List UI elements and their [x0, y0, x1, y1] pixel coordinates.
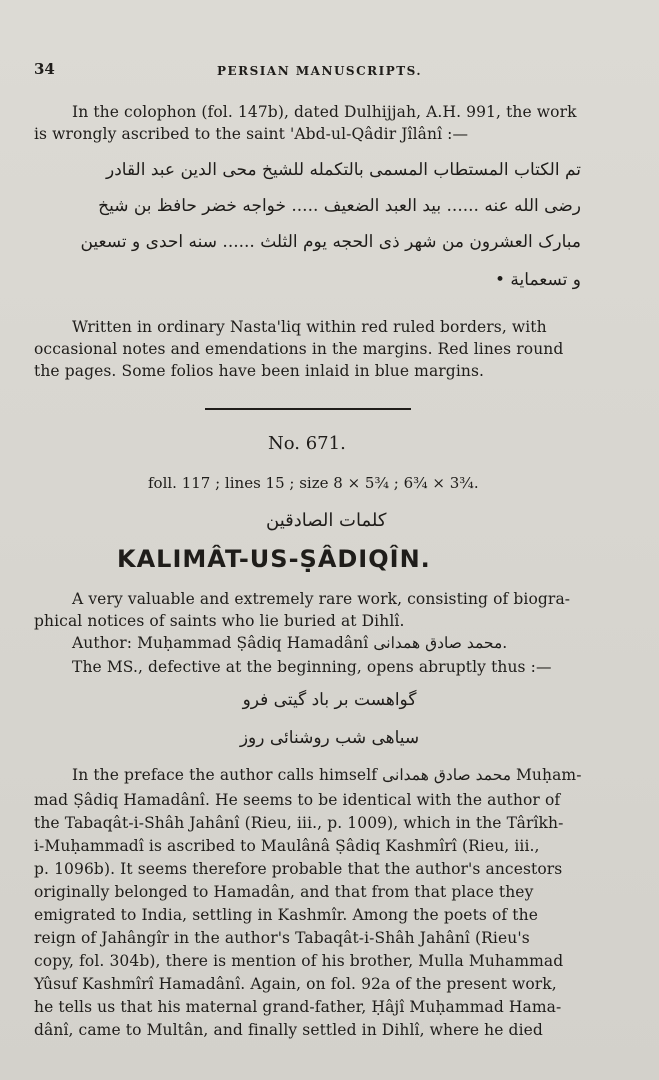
- entry-title: KALIMÂT-US-ṢÂDIQÎN.: [117, 545, 431, 573]
- page-number: 34: [34, 60, 55, 78]
- colophon-line: و تسعمایة •: [495, 270, 581, 290]
- preface-line: reign of Jahângîr in the author's Tabaqât-i-Shâh Jahânî (Rieu's: [34, 929, 530, 947]
- preface-line: Yûsuf Kashmîrî Hamadânî. Again, on fol. 92a of the present work,: [34, 975, 557, 993]
- description-line: occasional notes and emendations in the margins. Red lines round: [34, 340, 564, 358]
- verse-line: گواهست بر باد گیتی فرو: [242, 690, 417, 710]
- body-line: Author: Muḥammad Ṣâdiq Hamadânî محمد صادق همدانی.: [72, 634, 508, 652]
- intro-line: is wrongly ascribed to the saint 'Abd-ul-Qâdir Jîlânî :—: [34, 125, 469, 143]
- body-line: A very valuable and extremely rare work, consisting of biogra-: [72, 590, 571, 608]
- body-line: The MS., defective at the beginning, opens abruptly thus :—: [72, 658, 552, 676]
- description-line: Written in ordinary Nasta'liq within red ruled borders, with: [72, 318, 547, 336]
- intro-line: In the colophon (fol. 147b), dated Dulhijjah, A.H. 991, the work: [72, 103, 577, 121]
- colophon-line: مبارک العشرون من شهر ذی الحجه یوم الثلث ...... سنه احدی و تسعین: [80, 232, 581, 252]
- body-line: phical notices of saints who lie buried at Dihlî.: [34, 612, 405, 630]
- preface-line: emigrated to India, settling in Kashmîr. Among the poets of the: [34, 906, 538, 924]
- preface-line: p. 1096b). It seems therefore probable that the author's ancestors: [34, 860, 563, 878]
- entry-title-persian: کلمات الصادقین: [266, 510, 387, 531]
- verse-line: سیاهی شب روشنائی روز: [239, 728, 420, 748]
- preface-line: he tells us that his maternal grand-father, Ḥâjî Muḥammad Hama-: [34, 998, 562, 1016]
- description-line: the pages. Some folios have been inlaid in blue margins.: [34, 362, 485, 380]
- preface-line: dânî, came to Multân, and finally settled in Dihlî, where he died: [34, 1021, 543, 1039]
- section-divider: [205, 408, 411, 410]
- entry-number: No. 671.: [268, 433, 346, 454]
- preface-line: the Tabaqât-i-Shâh Jahânî (Rieu, iii., p. 1009), which in the Târîkh-: [34, 814, 564, 832]
- preface-line: i-Muḥammadî is ascribed to Maulânâ Ṣâdiq Kashmîrî (Rieu, iii.,: [34, 837, 540, 855]
- colophon-line: رضی الله عنه ...... بید العبد الضعیف ..... خواجه خضر حافظ بن شیخ: [98, 196, 581, 216]
- colophon-line: تم الکتاب المستطاب المسمی بالتکمله للشیخ محی الدین عبد القادر: [106, 160, 581, 180]
- running-title: PERSIAN MANUSCRIPTS.: [217, 64, 423, 78]
- preface-line: In the preface the author calls himself محمد صادق همدانی Muḥam-: [72, 766, 582, 784]
- preface-line: originally belonged to Hamadân, and that from that place they: [34, 883, 534, 901]
- entry-collation: foll. 117 ; lines 15 ; size 8 × 5¾ ; 6¾ × 3¾.: [148, 474, 479, 492]
- preface-line: copy, fol. 304b), there is mention of his brother, Mulla Muhammad: [34, 952, 564, 970]
- preface-line: mad Ṣâdiq Hamadânî. He seems to be identical with the author of: [34, 791, 561, 809]
